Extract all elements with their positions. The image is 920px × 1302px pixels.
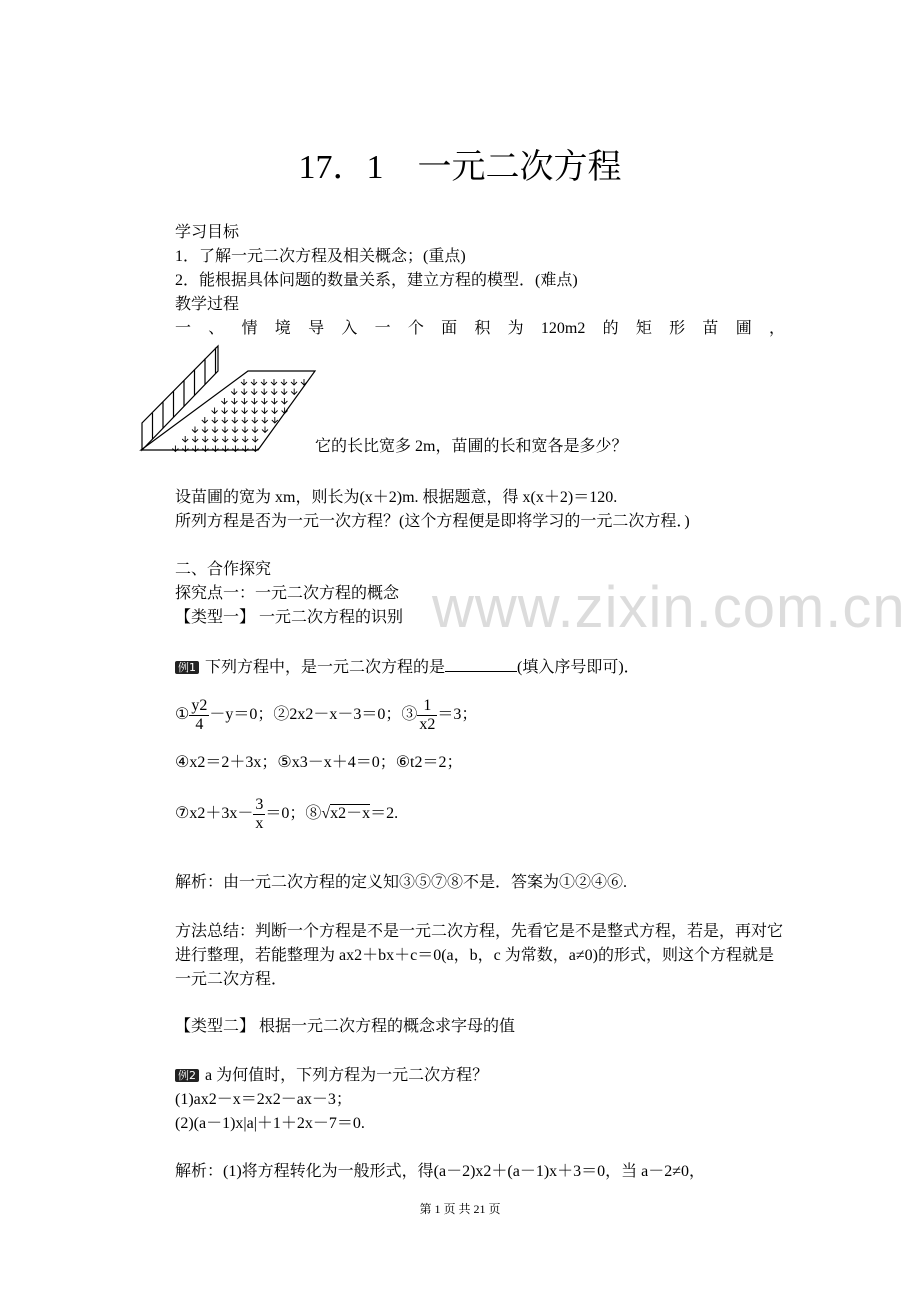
plant-arrow xyxy=(242,436,248,442)
plant-arrow xyxy=(251,379,257,385)
eq-text: ＝2. xyxy=(370,805,399,822)
setup-line-1: 设苗圃的宽为 xm，则长为(x＋2)m. 根据题意，得 x(x＋2)＝120. xyxy=(175,489,618,506)
intro-word: 为 xyxy=(507,320,524,337)
plant-arrow xyxy=(251,389,257,395)
plant-arrow xyxy=(192,427,198,433)
plant-arrow xyxy=(242,446,248,452)
sqrt-radicand: x2－x xyxy=(330,805,371,822)
answer-blank xyxy=(445,657,517,672)
plant-arrow xyxy=(262,408,268,414)
plant-arrow xyxy=(182,446,188,452)
plant-arrow xyxy=(272,408,278,414)
plant-arrow xyxy=(271,389,277,395)
equation-row-2: ④x2＝2＋3x；⑤x3－x＋4＝0；⑥t2＝2； xyxy=(175,754,463,771)
example-2-q2: (2)(a－1)x|a|＋1＋2x－7＝0. xyxy=(175,1115,365,1132)
intro-word: 入 xyxy=(341,320,358,337)
plant-arrow xyxy=(202,427,208,433)
denominator: 4 xyxy=(195,715,204,733)
point-1-heading: 探究点一：一元二次方程的概念 xyxy=(175,585,400,602)
process-heading: 教学过程 xyxy=(175,296,240,313)
example-2 xyxy=(175,1066,488,1086)
plant-arrow xyxy=(241,389,247,395)
plant-arrow xyxy=(252,417,258,423)
section-2-heading: 二、合作探究 xyxy=(175,561,272,578)
example-1 xyxy=(175,657,640,678)
plant-arrow xyxy=(231,389,237,395)
example-2-q1: (1)ax2－x＝2x2－ax－3； xyxy=(175,1091,352,1108)
example-2-analysis: 解析：(1)将方程转化为一般形式，得(a－2)x2＋(a－1)x＋3＝0，当 a－2≠0， xyxy=(175,1163,706,1180)
fraction xyxy=(189,697,209,734)
page-title: 17．1 一元二次方程 xyxy=(298,149,622,186)
plant-arrow xyxy=(291,379,297,385)
plant-arrow xyxy=(222,408,228,414)
sqrt-sign: √ xyxy=(321,805,331,822)
plant-arrow xyxy=(182,436,188,442)
eq-text: ⑦x2＋3x－ xyxy=(175,805,254,822)
plant-arrow xyxy=(212,436,218,442)
plant-arrow xyxy=(252,436,258,442)
eq-text: ＝3； xyxy=(437,706,478,723)
plant-arrow xyxy=(252,446,258,452)
plant-arrow xyxy=(262,427,268,433)
plant-arrow xyxy=(261,398,267,404)
plant-arrow xyxy=(232,408,238,414)
plant-arrow xyxy=(232,436,238,442)
plant-arrow xyxy=(242,417,248,423)
numerator: 3 xyxy=(255,795,264,813)
intro-word: 一 xyxy=(374,320,391,337)
plant-arrow xyxy=(252,427,258,433)
example-1-text: 下列方程中，是一元二次方程的是 xyxy=(205,659,446,676)
type-1-heading: 【类型一】 一元二次方程的识别 xyxy=(175,609,404,626)
numerator: y2 xyxy=(191,696,208,714)
plant-arrow xyxy=(202,417,208,423)
intro-word: 苗 xyxy=(702,320,719,337)
equation-row-1 xyxy=(175,696,477,734)
plant-arrow xyxy=(261,389,267,395)
plant-arrow xyxy=(221,398,227,404)
plant-arrow xyxy=(202,436,208,442)
page-footer: 第 1 页 共 21 页 xyxy=(419,1202,501,1216)
plant-arrow xyxy=(281,398,287,404)
example-badge: 例2 xyxy=(175,1069,199,1082)
plant-arrow xyxy=(232,417,238,423)
setup-line-2: 所列方程是否为一元一次方程？(这个方程便是即将学习的一元二次方程．) xyxy=(175,513,690,530)
plant-arrow xyxy=(241,398,247,404)
intro-word: 情 xyxy=(241,320,258,337)
intro-continuation: 它的长比宽多 2m，苗圃的长和宽各是多少？ xyxy=(315,438,628,455)
plant-arrow xyxy=(231,398,237,404)
denominator: x2 xyxy=(419,715,436,733)
plant-arrow xyxy=(222,417,228,423)
plant-arrow xyxy=(242,427,248,433)
fraction xyxy=(417,697,437,734)
fraction xyxy=(253,796,265,833)
type-2-heading: 【类型二】 根据一元二次方程的概念求字母的值 xyxy=(175,1018,516,1035)
plant-arrow xyxy=(252,408,258,414)
plant-arrow xyxy=(261,379,267,385)
plant-arrow xyxy=(232,427,238,433)
nursery-garden-figure xyxy=(138,343,318,455)
plant-arrow xyxy=(291,389,297,395)
objective-1: 1．了解一元二次方程及相关概念；(重点) xyxy=(175,248,466,265)
intro-word: 积 xyxy=(474,320,491,337)
plant-arrow xyxy=(281,379,287,385)
plant-arrow xyxy=(172,446,178,452)
intro-word: 矩 xyxy=(635,320,652,337)
plant-arrow xyxy=(212,427,218,433)
example-badge: 例1 xyxy=(175,661,199,674)
plant-arrow xyxy=(192,436,198,442)
example-1-analysis: 解析：由一元二次方程的定义知③⑤⑦⑧不是．答案为①②④⑥. xyxy=(175,874,628,891)
intro-word: 境 xyxy=(274,320,291,337)
plant-arrow xyxy=(271,398,277,404)
numerator: 1 xyxy=(417,697,437,716)
intro-line xyxy=(175,319,785,339)
eq-label: ① xyxy=(175,706,190,723)
intro-word: 圃 xyxy=(735,320,752,337)
plant-arrow xyxy=(212,446,218,452)
plant-arrow xyxy=(241,379,247,385)
denominator: x xyxy=(255,814,264,832)
method-summary-text: 方法总结：判断一个方程是不是一元二次方程，先看它是不是整式方程，若是，再对它进行整理，若能整理为 ax2＋bx＋c＝0(a，b，c 为常数，a≠0)的形式，则这个方程就是一元二次方程． xyxy=(175,923,784,988)
plant-arrow xyxy=(232,446,238,452)
intro-word: 导 xyxy=(308,320,325,337)
plant-arrow xyxy=(271,379,277,385)
example-2-text: a 为何值时，下列方程为一元二次方程？ xyxy=(205,1067,489,1084)
plant-arrow xyxy=(281,389,287,395)
equation-row-3 xyxy=(175,795,398,833)
plant-arrow xyxy=(251,398,257,404)
intro-word: ， xyxy=(768,320,785,337)
plant-arrow xyxy=(262,417,268,423)
intro-word: 个 xyxy=(407,320,424,337)
example-1-hint: (填入序号即可)． xyxy=(517,659,640,676)
plant-arrow xyxy=(192,446,198,452)
plant-arrow xyxy=(222,446,228,452)
eq-text: －y＝0；②2x2－x－3＝0；③ xyxy=(209,706,418,723)
intro-word: 120m2 xyxy=(540,320,586,337)
plant-arrow xyxy=(222,436,228,442)
objectives-heading: 学习目标 xyxy=(175,224,240,241)
plant-arrow xyxy=(212,408,218,414)
intro-word: 形 xyxy=(669,320,686,337)
plant-arrow xyxy=(202,446,208,452)
watermark: www.zixin.com.cn xyxy=(432,575,906,640)
intro-word: 、 xyxy=(208,320,225,337)
eq-text: ＝0；⑧ xyxy=(265,805,322,822)
plant-arrow xyxy=(212,417,218,423)
objective-2: 2．能根据具体问题的数量关系，建立方程的模型．(难点) xyxy=(175,272,578,289)
plant-arrow xyxy=(242,408,248,414)
intro-word: 的 xyxy=(602,320,619,337)
plant-arrow xyxy=(222,427,228,433)
method-summary xyxy=(175,920,787,992)
intro-word: 面 xyxy=(441,320,458,337)
intro-word: 一 xyxy=(175,320,192,337)
plant-arrow xyxy=(272,417,278,423)
